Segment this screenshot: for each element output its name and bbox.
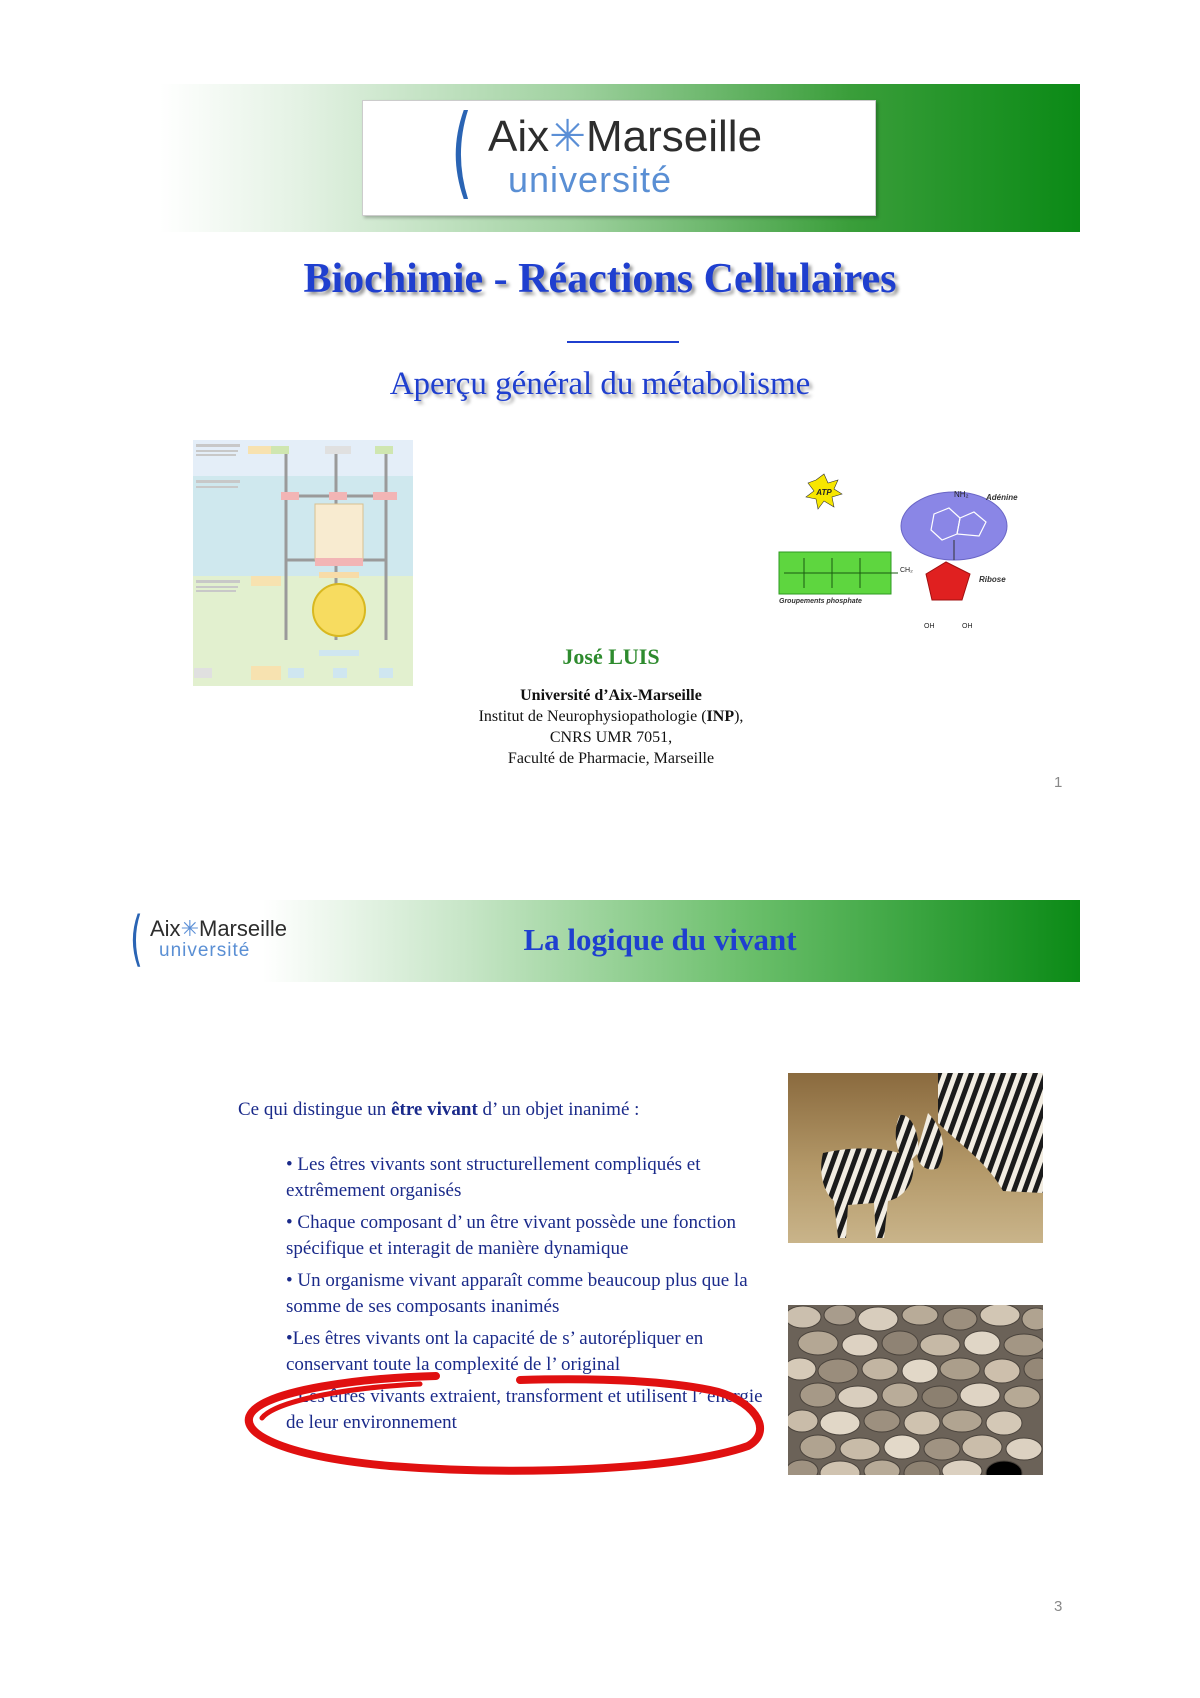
affiliation-cnrs: CNRS UMR 7051, [549, 729, 673, 746]
slide1-subtitle: Aperçu général du métabolisme [389, 366, 811, 402]
title-divider [567, 341, 679, 343]
affiliation-university: Université d’Aix-Marseille [520, 687, 702, 704]
slide1-page-number: 1 [1054, 774, 1063, 791]
logo-paren-icon: ( [130, 904, 143, 974]
affiliation-institute: Institut de Neurophysiopathologie (INP), [478, 708, 744, 725]
pebbles-photo [788, 1305, 1043, 1475]
bullet-item: • Les êtres vivants extraient, transforment et utilisent l’ énergie de leur environnement [286, 1386, 763, 1433]
bullet-item: • Chaque composant d’ un être vivant possède une fonction spécifique et interagit de manière dynamique [286, 1212, 737, 1259]
bullet-item: •Les êtres vivants ont la capacité de s’ autorépliquer en conservant toute la complexité de l’ original [286, 1328, 704, 1375]
slide3-intro: Ce qui distingue un être vivant d’ un objet inanimé : [238, 1099, 640, 1120]
slide1-university-logo: ( Aix✳Marseille université [362, 100, 876, 216]
svg-text:NH₂: NH₂ [954, 490, 969, 499]
svg-text:OH: OH [962, 623, 973, 630]
zebras-photo [788, 1073, 1043, 1243]
svg-text:CH₂: CH₂ [900, 567, 913, 574]
logo-paren-icon: ( [451, 93, 473, 210]
slide3-page-number: 3 [1054, 1598, 1063, 1615]
svg-text:Ribose: Ribose [979, 575, 1006, 584]
atp-structure-image [774, 470, 1044, 638]
svg-text:Groupements phosphate: Groupements phosphate [779, 598, 862, 605]
bullet-item: • Les êtres vivants sont structurellement compliqués et extrêmement organisés [286, 1154, 701, 1201]
red-circle-annotation [240, 1370, 770, 1480]
author-name: José LUIS [562, 644, 660, 669]
slide3-university-logo: ( Aix✳Marseille université [130, 904, 288, 974]
affiliation-faculty: Faculté de Pharmacie, Marseille [507, 750, 715, 767]
slide3-title: La logique du vivant [523, 922, 797, 957]
svg-text:Adénine: Adénine [986, 493, 1018, 502]
bullet-item: • Un organisme vivant apparaît comme beaucoup plus que la somme de ses composants inanimés [286, 1270, 748, 1317]
svg-text:ATP: ATP [816, 488, 832, 497]
slide1-title: Biochimie - Réactions Cellulaires [303, 256, 897, 302]
svg-text:OH: OH [924, 623, 935, 630]
